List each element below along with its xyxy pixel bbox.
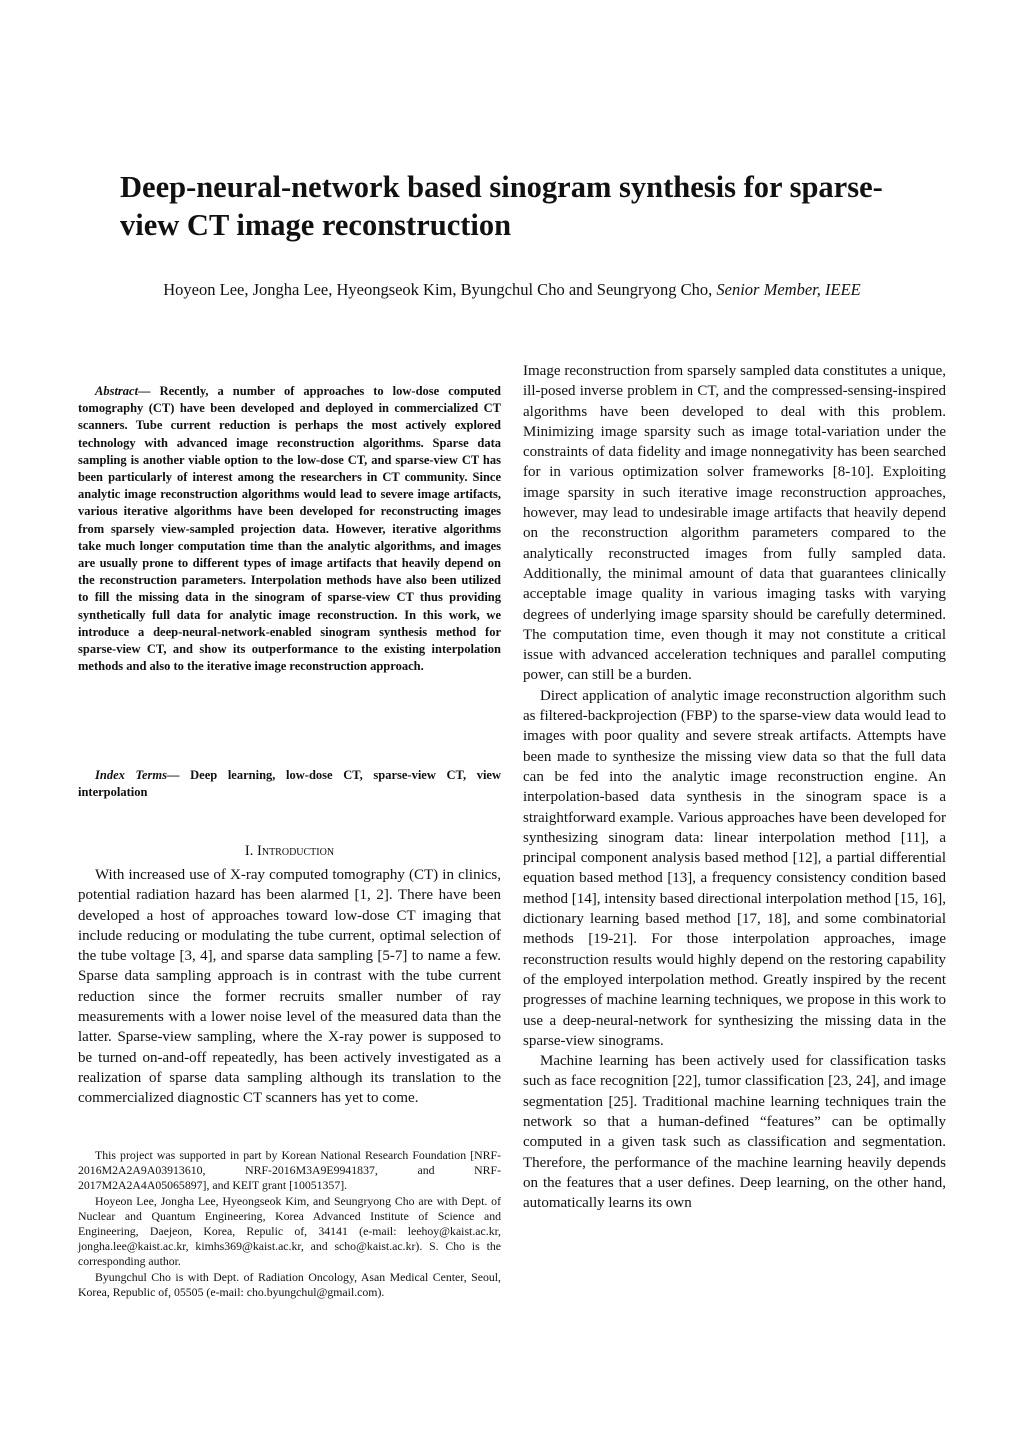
footnote-affiliation-asan: Byungchul Cho is with Dept. of Radiation Oncology, Asan Medical Center, Seoul, Korea, Republic of, 05505 (e-mail: cho.byungchul@gmail.com). bbox=[78, 1269, 501, 1299]
intro-paragraph: With increased use of X-ray computed tomography (CT) in clinics, potential radiation hazard has been alarmed [1, 2]. There have been developed a host of approaches toward low-dose CT imaging that include reducing or modulating the tube current, optimal selection of the tube voltage [3, 4], and sparse data sampling [5-7] to name a few. Sparse data sampling approach is in contrast with the tube current reduction since the former recruits smaller number of ray measurements with a lower noise level of the measured data than the latter. Sparse-view sampling, where the X-ray power is supposed to be turned on-and-off repeatedly, has been actively investigated as a realization of sparse data sampling although its translation to the commercialized diagnostic CT scanners has yet to come. bbox=[78, 867, 501, 1107]
paragraph: Machine learning has been actively used for classification tasks such as face recognition [22], tumor classification [23, 24], and image segmentation [25]. Traditional machine learning techniques train the network so that a human-defined “features” can be optimally computed in a given task such as classification and segmentation. Therefore, the performance of the machine learning heavily depends on the features that a user defines. Deep learning, on the other hand, automatically learns its own bbox=[523, 1053, 946, 1212]
authors-membership: Senior Member, IEEE bbox=[716, 280, 861, 299]
section-title: Introduction bbox=[257, 843, 335, 859]
footnote-affiliation-kaist: Hoyeon Lee, Jongha Lee, Hyeongseok Kim, and Seungryong Cho are with Dept. of Nuclear and Quantum Engineering, Korea Advanced Institute of Science and Engineering, Daejeon, Korea, Repulic of, 34141 (e-mail: leehoy@kaist.ac.kr, jongha.lee@kaist.ac.kr, kimhs369@kaist.ac.kr, and scho@kaist.ac.kr). S. Cho is the corresponding author. bbox=[78, 1193, 501, 1269]
right-column-body bbox=[523, 361, 946, 1213]
section-number: I. bbox=[244, 843, 254, 859]
abstract-text: Recently, a number of approaches to low-dose computed tomography (CT) have been developed and deployed in commercialized CT scanners. Tube current reduction is perhaps the most actively explored technology with advanced image reconstruction algorithms. Sparse data sampling is another viable option to the low-dose CT, and sparse-view CT has been particularly of interest among the researchers in CT community. Since analytic image reconstruction algorithms would lead to severe image artifacts, various iterative algorithms have been developed for reconstructing images from sparsely view-sampled projection data. However, iterative algorithms take much longer computation time than the analytic algorithms, and images are usually prone to different types of image artifacts that heavily depend on the reconstruction parameters. Interpolation methods have also been utilized to fill the missing data in the sinogram of sparse-view CT thus providing synthetically full data for analytic image reconstruction. In this work, we introduce a deep-neural-network-enabled sinogram synthesis method for sparse-view CT, and show its outperformance to the existing interpolation methods and also to the iterative image reconstruction approach. bbox=[78, 384, 501, 674]
footnote-funding: This project was supported in part by Korean National Research Foundation [NRF-2016M2A2A9A03913610, NRF-2016M3A9E9941837, and NRF-2017M2A2A4A05065897], and KEIT grant [10051357]. bbox=[78, 1148, 501, 1193]
footnotes bbox=[78, 1148, 501, 1300]
paragraph: Direct application of analytic image reconstruction algorithm such as filtered-backprojection (FBP) to the sparse-view data would lead to images with poor quality and severe streak artifacts. Attempts have been made to synthesize the missing view data so that the full data can be fed into the analytic image reconstruction engine. An interpolation-based data synthesis in the sinogram space is a straightforward example. Various approaches have been developed for synthesizing sinogram data: linear interpolation method [11], a principal component analysis based method [12], a partial differential equation based method [13], a frequency consistency condition based method [14], intensity based directional interpolation method [15, 16], dictionary learning based method [17, 18], and some combinatorial methods [19-21]. For those interpolation approaches, image reconstruction results would highly depend on the restoring capability of the employed interpolation method. Greatly inspired by the recent progresses of machine learning techniques, we propose in this work to use a deep-neural-network for synthesizing the missing data in the sparse-view sinograms. bbox=[523, 687, 946, 1049]
paragraph: Image reconstruction from sparsely sampled data constitutes a unique, ill-posed inverse problem in CT, and the compressed-sensing-inspired algorithms have been developed to deal with this problem. Minimizing image sparsity such as image total-variation under the constraints of data fidelity and image nonnegativity has been searched for in various optimization solver frameworks [8-10]. Exploiting image sparsity in such iterative image reconstruction approaches, however, may lead to undesirable image artifacts that heavily depend on the reconstruction algorithm parameters compared to the analytically reconstructed images from fully sampled data. Additionally, the minimal amount of data that guarantees clinically acceptable image quality in various imaging tasks with varying degrees of underlying image sparsity should be carefully determined. The computation time, even though it may not constitute a critical issue with advanced acceleration techniques and parallel computing power, can still be a burden. bbox=[523, 363, 946, 684]
abstract-label: Abstract— bbox=[95, 384, 151, 398]
index-terms-text: Deep learning, low-dose CT, sparse-view CT, view interpolation bbox=[78, 768, 501, 800]
author-list bbox=[110, 279, 914, 301]
index-terms-label: Index Terms— bbox=[95, 768, 180, 782]
section-heading-introduction bbox=[78, 843, 501, 860]
paper-title: Deep-neural-network based sinogram synthesis for sparse-view CT image reconstruction bbox=[120, 170, 883, 242]
introduction-body bbox=[78, 865, 501, 1109]
authors-names: Hoyeon Lee, Jongha Lee, Hyeongseok Kim, Byungchul Cho and Seungryong Cho, bbox=[163, 280, 713, 299]
abstract bbox=[78, 383, 501, 675]
index-terms bbox=[78, 767, 501, 801]
